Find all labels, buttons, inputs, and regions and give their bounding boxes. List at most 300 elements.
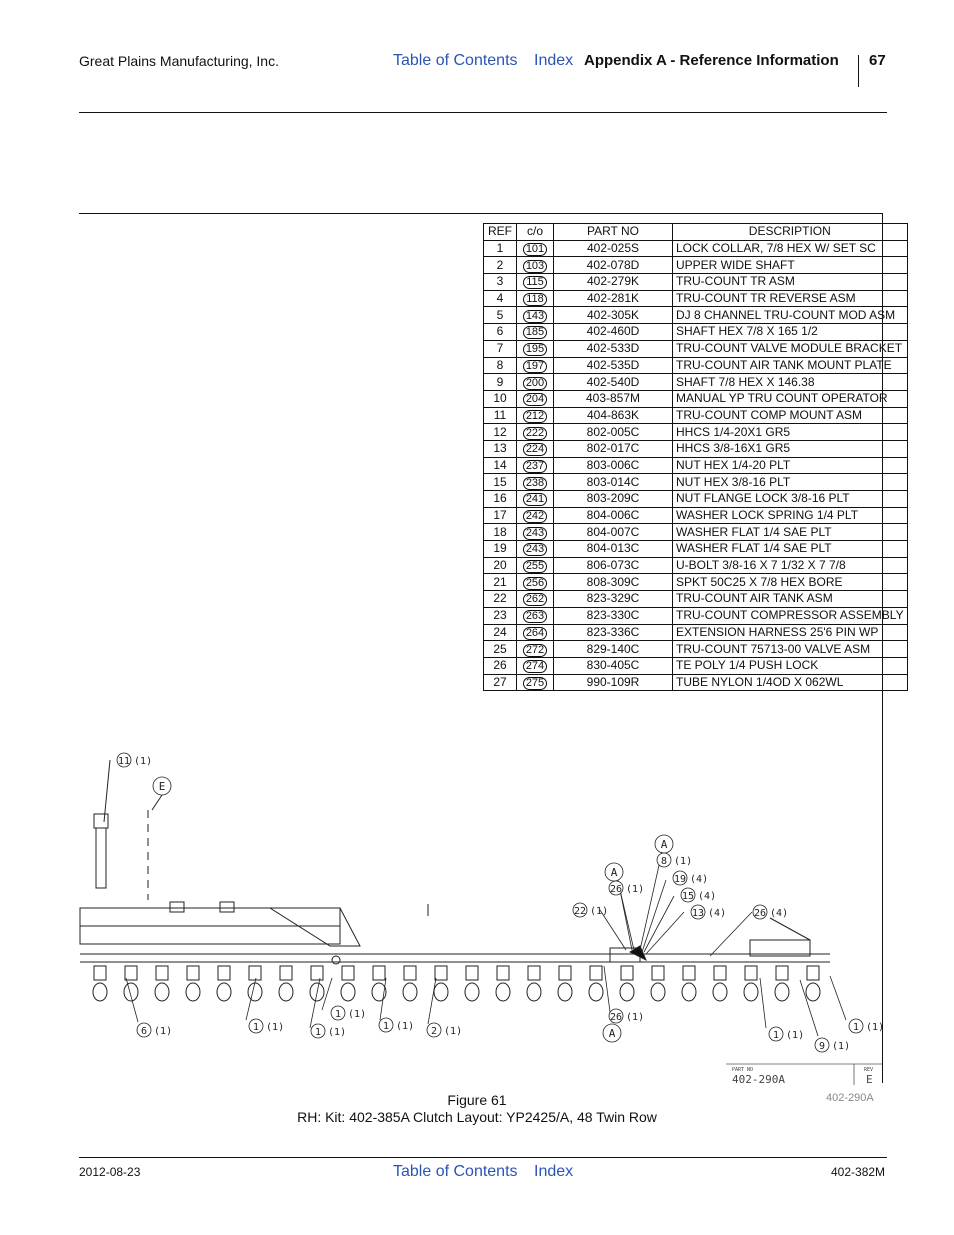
ref-cell: 25 — [484, 641, 517, 658]
ref-cell: 22 — [484, 591, 517, 608]
description-cell: WASHER FLAT 1/4 SAE PLT — [673, 524, 908, 541]
ref-cell: 1 — [484, 240, 517, 257]
description-cell: EXTENSION HARNESS 25'6 PIN WP — [673, 624, 908, 641]
title-block-rev: E — [866, 1073, 873, 1086]
gauge-wheel — [775, 983, 789, 1001]
part-no-cell: 402-540D — [554, 374, 673, 391]
balloon-qty-value: 4 — [704, 891, 711, 902]
co-oval: 241 — [523, 493, 547, 506]
co-oval: 263 — [523, 610, 547, 623]
balloon-qty-value: 1 — [450, 1026, 457, 1037]
leader-15 — [644, 896, 674, 952]
ref-cell: 26 — [484, 657, 517, 674]
ref-cell: 6 — [484, 324, 517, 341]
gauge-wheel — [279, 983, 293, 1001]
balloon-ref: 26 — [609, 1012, 623, 1023]
co-oval: 200 — [523, 377, 547, 390]
part-no-cell: 808-309C — [554, 574, 673, 591]
balloon-ref: 19 — [673, 874, 687, 885]
gauge-wheel — [806, 983, 820, 1001]
co-cell — [517, 491, 554, 508]
co-cell — [517, 240, 554, 257]
part-no-cell: 803-209C — [554, 491, 673, 508]
co-oval: 115 — [523, 276, 547, 289]
gauge-wheel — [527, 983, 541, 1001]
balloon-qty: (1) — [266, 1022, 285, 1033]
gauge-wheel — [465, 983, 479, 1001]
gauge-wheel — [558, 983, 572, 1001]
description-cell: NUT HEX 1/4-20 PLT — [673, 457, 908, 474]
part-no-cell: 403-857M — [554, 390, 673, 407]
balloon — [769, 1027, 804, 1041]
part-no-cell: 402-305K — [554, 307, 673, 324]
co-oval: 274 — [523, 660, 547, 673]
co-oval: 255 — [523, 560, 547, 573]
ref-cell: 5 — [484, 307, 517, 324]
part-no-cell: 803-006C — [554, 457, 673, 474]
balloon-ref: 11 — [117, 756, 131, 767]
co-cell — [517, 390, 554, 407]
gauge-wheel — [186, 983, 200, 1001]
description-cell: TRU-COUNT TR ASM — [673, 274, 908, 291]
drawing-number: 402-290A — [826, 1092, 874, 1104]
seed-meter — [714, 966, 726, 980]
part-no-cell: 402-078D — [554, 257, 673, 274]
part-no-cell: 804-007C — [554, 524, 673, 541]
part-no-cell: 829-140C — [554, 641, 673, 658]
co-cell — [517, 407, 554, 424]
balloon — [849, 1019, 884, 1033]
frame-clamp — [170, 902, 184, 912]
parts-table-body — [484, 240, 908, 691]
ref-cell: 24 — [484, 624, 517, 641]
balloon — [117, 753, 152, 767]
balloon-qty: (4) — [708, 908, 727, 919]
leader-9 — [800, 980, 818, 1036]
seed-meter — [776, 966, 788, 980]
gauge-wheel — [217, 983, 231, 1001]
row-unit — [310, 966, 324, 1001]
frame-clamp — [220, 902, 234, 912]
part-no-cell: 803-014C — [554, 474, 673, 491]
balloon-qty-value: 4 — [776, 908, 783, 919]
table-row — [484, 641, 908, 658]
ref-cell: 18 — [484, 524, 517, 541]
balloon-ref: 1 — [334, 1009, 342, 1020]
row-unit — [806, 966, 820, 1001]
seed-meter — [683, 966, 695, 980]
table-row — [484, 657, 908, 674]
seed-meter — [94, 966, 106, 980]
gauge-wheel — [620, 983, 634, 1001]
co-cell — [517, 624, 554, 641]
row-unit — [713, 966, 727, 1001]
page-number: 67 — [869, 52, 886, 69]
ref-cell: 23 — [484, 607, 517, 624]
ref-cell: 19 — [484, 541, 517, 558]
co-cell — [517, 524, 554, 541]
ref-cell: 11 — [484, 407, 517, 424]
co-cell — [517, 574, 554, 591]
description-cell: MANUAL YP TRU COUNT OPERATOR — [673, 390, 908, 407]
table-row — [484, 424, 908, 441]
balloon-qty: (1) — [786, 1030, 805, 1041]
part-no-cell: 402-279K — [554, 274, 673, 291]
frame-right-arm — [770, 918, 810, 940]
ref-cell: 16 — [484, 491, 517, 508]
co-oval: 262 — [523, 593, 547, 606]
leader-2 — [428, 978, 436, 1024]
balloon-ref: 6 — [140, 1026, 148, 1037]
balloon — [331, 1006, 366, 1020]
row-unit — [744, 966, 758, 1001]
balloon — [681, 888, 716, 902]
table-row — [484, 457, 908, 474]
balloon-qty: (4) — [698, 891, 717, 902]
co-oval: 101 — [523, 243, 547, 256]
balloon-qty: (1) — [674, 856, 693, 867]
balloon — [427, 1023, 462, 1037]
part-no-cell: 823-336C — [554, 624, 673, 641]
ref-cell: 10 — [484, 390, 517, 407]
co-oval: 243 — [523, 543, 547, 556]
description-cell: NUT FLANGE LOCK 3/8-16 PLT — [673, 491, 908, 508]
co-cell — [517, 424, 554, 441]
co-oval: 185 — [523, 326, 547, 339]
header-toc-link[interactable]: Table of Contents — [393, 52, 518, 69]
row-unit — [186, 966, 200, 1001]
co-cell — [517, 657, 554, 674]
seed-meter — [218, 966, 230, 980]
col-part-no: PART NO — [554, 224, 673, 241]
description-cell: SHAFT HEX 7/8 X 165 1/2 — [673, 324, 908, 341]
co-cell — [517, 257, 554, 274]
balloon-qty-value: 1 — [140, 756, 147, 767]
balloon-qty: (4) — [770, 908, 789, 919]
balloon-qty: (1) — [590, 906, 609, 917]
gauge-wheel — [155, 983, 169, 1001]
seed-meter — [435, 966, 447, 980]
description-cell: NUT HEX 3/8-16 PLT — [673, 474, 908, 491]
figure-number: Figure 61 — [447, 1092, 507, 1108]
seed-meter — [466, 966, 478, 980]
co-cell — [517, 557, 554, 574]
ref-cell: 12 — [484, 424, 517, 441]
gauge-wheel — [744, 983, 758, 1001]
co-oval: 243 — [523, 527, 547, 540]
co-oval: 222 — [523, 427, 547, 440]
co-oval: 275 — [523, 677, 547, 690]
col-co: c/o — [517, 224, 554, 241]
ref-cell: 4 — [484, 290, 517, 307]
seed-meter — [497, 966, 509, 980]
row-unit — [620, 966, 634, 1001]
company-name: Great Plains Manufacturing, Inc. — [79, 53, 279, 69]
balloon-ref: 9 — [818, 1041, 826, 1052]
footer-rule — [79, 1157, 887, 1158]
section-a-mid-label: A — [610, 866, 618, 879]
row-unit — [93, 966, 107, 1001]
balloon-ref: 1 — [252, 1022, 260, 1033]
balloon — [815, 1038, 850, 1052]
balloon-qty: (1) — [444, 1026, 463, 1037]
description-cell: TE POLY 1/4 PUSH LOCK — [673, 657, 908, 674]
figure-frame-top — [79, 213, 883, 214]
description-cell: WASHER LOCK SPRING 1/4 PLT — [673, 507, 908, 524]
part-no-cell: 802-005C — [554, 424, 673, 441]
ref-cell: 15 — [484, 474, 517, 491]
co-cell — [517, 641, 554, 658]
row-unit — [775, 966, 789, 1001]
gauge-wheel — [496, 983, 510, 1001]
header-divider — [858, 55, 859, 87]
description-cell: HHCS 3/8-16X1 GR5 — [673, 440, 908, 457]
leader-19 — [642, 880, 666, 952]
description-cell: TUBE NYLON 1/4OD X 062WL — [673, 674, 908, 691]
co-cell — [517, 674, 554, 691]
col-description: DESCRIPTION — [673, 224, 908, 241]
balloon-qty-value: 1 — [680, 856, 687, 867]
table-row — [484, 274, 908, 291]
table-row — [484, 624, 908, 641]
co-cell — [517, 307, 554, 324]
co-oval: 237 — [523, 460, 547, 473]
balloon — [573, 903, 608, 917]
row-unit — [496, 966, 510, 1001]
description-cell: U-BOLT 3/8-16 X 7 1/32 X 7 7/8 — [673, 557, 908, 574]
col-ref: REF — [484, 224, 517, 241]
gauge-wheel — [93, 983, 107, 1001]
parts-table — [483, 223, 908, 691]
title-block-rev-label: REV — [864, 1067, 874, 1073]
seed-meter — [590, 966, 602, 980]
gauge-wheel — [341, 983, 355, 1001]
row-unit — [372, 966, 386, 1001]
balloon-qty-value: 1 — [872, 1022, 879, 1033]
row-unit — [279, 966, 293, 1001]
gauge-wheel — [589, 983, 603, 1001]
gauge-wheel — [434, 983, 448, 1001]
ref-cell: 7 — [484, 340, 517, 357]
table-row — [484, 307, 908, 324]
balloon-qty: (1) — [154, 1026, 173, 1037]
balloon-ref: 22 — [573, 906, 587, 917]
description-cell: TRU-COUNT TR REVERSE ASM — [673, 290, 908, 307]
balloon-ref: 2 — [430, 1026, 438, 1037]
co-cell — [517, 541, 554, 558]
footer-index-link[interactable]: Index — [534, 1163, 574, 1180]
balloon-qty-value: 1 — [334, 1027, 341, 1038]
co-cell — [517, 457, 554, 474]
co-oval: 103 — [523, 260, 547, 273]
ref-cell: 9 — [484, 374, 517, 391]
part-no-cell: 804-006C — [554, 507, 673, 524]
mount-bracket-post — [96, 828, 106, 888]
header-index-link[interactable]: Index — [534, 52, 574, 69]
table-row — [484, 574, 908, 591]
table-row — [484, 357, 908, 374]
assembly-drawing — [70, 740, 885, 1092]
description-cell: SHAFT 7/8 HEX X 146.38 — [673, 374, 908, 391]
description-cell: TRU-COUNT VALVE MODULE BRACKET — [673, 340, 908, 357]
balloon-qty: (1) — [348, 1009, 367, 1020]
co-oval: 204 — [523, 393, 547, 406]
seed-meter — [559, 966, 571, 980]
description-cell: LOCK COLLAR, 7/8 HEX W/ SET SC — [673, 240, 908, 257]
balloon-qty: (1) — [866, 1022, 885, 1033]
co-oval: 224 — [523, 443, 547, 456]
balloon-qty-value: 4 — [696, 874, 703, 885]
co-cell — [517, 357, 554, 374]
table-row — [484, 340, 908, 357]
table-row — [484, 390, 908, 407]
co-cell — [517, 474, 554, 491]
title-block-part-label: PART NO — [732, 1067, 754, 1073]
seed-meter — [249, 966, 261, 980]
part-no-cell: 402-460D — [554, 324, 673, 341]
row-unit — [217, 966, 231, 1001]
balloon — [249, 1019, 284, 1033]
co-oval: 197 — [523, 360, 547, 373]
seed-meter — [311, 966, 323, 980]
leader-26c — [604, 966, 610, 1012]
balloon-qty-value: 1 — [838, 1041, 845, 1052]
co-oval: 242 — [523, 510, 547, 523]
part-no-cell: 830-405C — [554, 657, 673, 674]
balloon-qty: (1) — [626, 1012, 645, 1023]
balloon-qty-value: 1 — [596, 906, 603, 917]
balloon-qty: (1) — [626, 884, 645, 895]
seed-meter — [528, 966, 540, 980]
balloon-qty: (1) — [396, 1021, 415, 1032]
leader-13 — [646, 912, 684, 954]
description-cell: SPKT 50C25 X 7/8 HEX BORE — [673, 574, 908, 591]
part-no-cell: 802-017C — [554, 440, 673, 457]
description-cell: TRU-COUNT COMP MOUNT ASM — [673, 407, 908, 424]
description-cell: TRU-COUNT COMPRESSOR ASSEMBLY — [673, 607, 908, 624]
gauge-wheel — [651, 983, 665, 1001]
co-cell — [517, 324, 554, 341]
parts-table-header — [484, 224, 908, 241]
table-row — [484, 240, 908, 257]
balloon — [137, 1023, 172, 1037]
co-oval: 264 — [523, 627, 547, 640]
seed-meter — [187, 966, 199, 980]
row-unit — [651, 966, 665, 1001]
balloon-qty-value: 1 — [632, 884, 639, 895]
co-cell — [517, 591, 554, 608]
balloon-ref: 13 — [691, 908, 705, 919]
description-cell: TRU-COUNT AIR TANK MOUNT PLATE — [673, 357, 908, 374]
co-oval: 143 — [523, 310, 547, 323]
seed-meter — [404, 966, 416, 980]
balloon-ref: 26 — [609, 884, 623, 895]
row-unit — [589, 966, 603, 1001]
ref-cell: 20 — [484, 557, 517, 574]
description-cell: TRU-COUNT AIR TANK ASM — [673, 591, 908, 608]
table-row — [484, 541, 908, 558]
table-row — [484, 440, 908, 457]
row-unit — [465, 966, 479, 1001]
co-oval: 212 — [523, 410, 547, 423]
table-row — [484, 290, 908, 307]
balloon-qty: (1) — [328, 1027, 347, 1038]
table-row — [484, 607, 908, 624]
part-no-cell: 402-533D — [554, 340, 673, 357]
balloon-qty-value: 4 — [714, 908, 721, 919]
balloon-qty: (1) — [832, 1041, 851, 1052]
gauge-wheel — [403, 983, 417, 1001]
balloon-ref: 26 — [753, 908, 767, 919]
section-title: Appendix A - Reference Information — [584, 52, 839, 69]
seed-meter — [156, 966, 168, 980]
description-cell: UPPER WIDE SHAFT — [673, 257, 908, 274]
balloon-qty: (4) — [690, 874, 709, 885]
table-row — [484, 374, 908, 391]
balloon-ref: 1 — [314, 1027, 322, 1038]
ref-cell: 14 — [484, 457, 517, 474]
frame-bracket — [270, 908, 360, 946]
co-oval: 272 — [523, 644, 547, 657]
balloon — [657, 853, 692, 867]
part-no-cell: 990-109R — [554, 674, 673, 691]
gauge-wheel — [124, 983, 138, 1001]
description-cell: WASHER FLAT 1/4 SAE PLT — [673, 541, 908, 558]
table-row — [484, 324, 908, 341]
balloon — [691, 905, 726, 919]
row-unit — [434, 966, 448, 1001]
balloon-qty-value: 1 — [792, 1030, 799, 1041]
balloon-qty-value: 1 — [632, 1012, 639, 1023]
description-cell: TRU-COUNT 75713-00 VALVE ASM — [673, 641, 908, 658]
leader-e — [152, 795, 162, 810]
part-no-cell: 823-330C — [554, 607, 673, 624]
balloon — [609, 1009, 644, 1023]
seed-meter — [373, 966, 385, 980]
section-a-top-label: A — [660, 838, 668, 851]
part-no-cell: 402-281K — [554, 290, 673, 307]
row-unit — [341, 966, 355, 1001]
co-cell — [517, 607, 554, 624]
figure-caption: RH: Kit: 402-385A Clutch Layout: YP2425/A, 48 Twin Row — [297, 1109, 657, 1125]
leader-1 — [310, 978, 320, 1028]
table-row — [484, 474, 908, 491]
leader-1 — [760, 978, 766, 1028]
leader-11 — [104, 760, 110, 822]
footer-toc-link[interactable]: Table of Contents — [393, 1163, 518, 1180]
balloon — [609, 881, 644, 895]
ref-cell: 13 — [484, 440, 517, 457]
description-cell: DJ 8 CHANNEL TRU-COUNT MOD ASM — [673, 307, 908, 324]
seed-meter — [125, 966, 137, 980]
balloon — [379, 1018, 414, 1032]
part-no-cell: 404-863K — [554, 407, 673, 424]
table-row — [484, 557, 908, 574]
seed-meter — [807, 966, 819, 980]
co-oval: 256 — [523, 577, 547, 590]
balloon-ref: 15 — [681, 891, 695, 902]
row-unit — [403, 966, 417, 1001]
row-unit — [155, 966, 169, 1001]
part-no-cell: 823-329C — [554, 591, 673, 608]
table-row — [484, 407, 908, 424]
header-rule — [79, 112, 887, 113]
balloon-qty-value: 1 — [272, 1022, 279, 1033]
part-no-cell: 806-073C — [554, 557, 673, 574]
leader-26 — [620, 890, 634, 950]
table-row — [484, 257, 908, 274]
ref-cell: 2 — [484, 257, 517, 274]
